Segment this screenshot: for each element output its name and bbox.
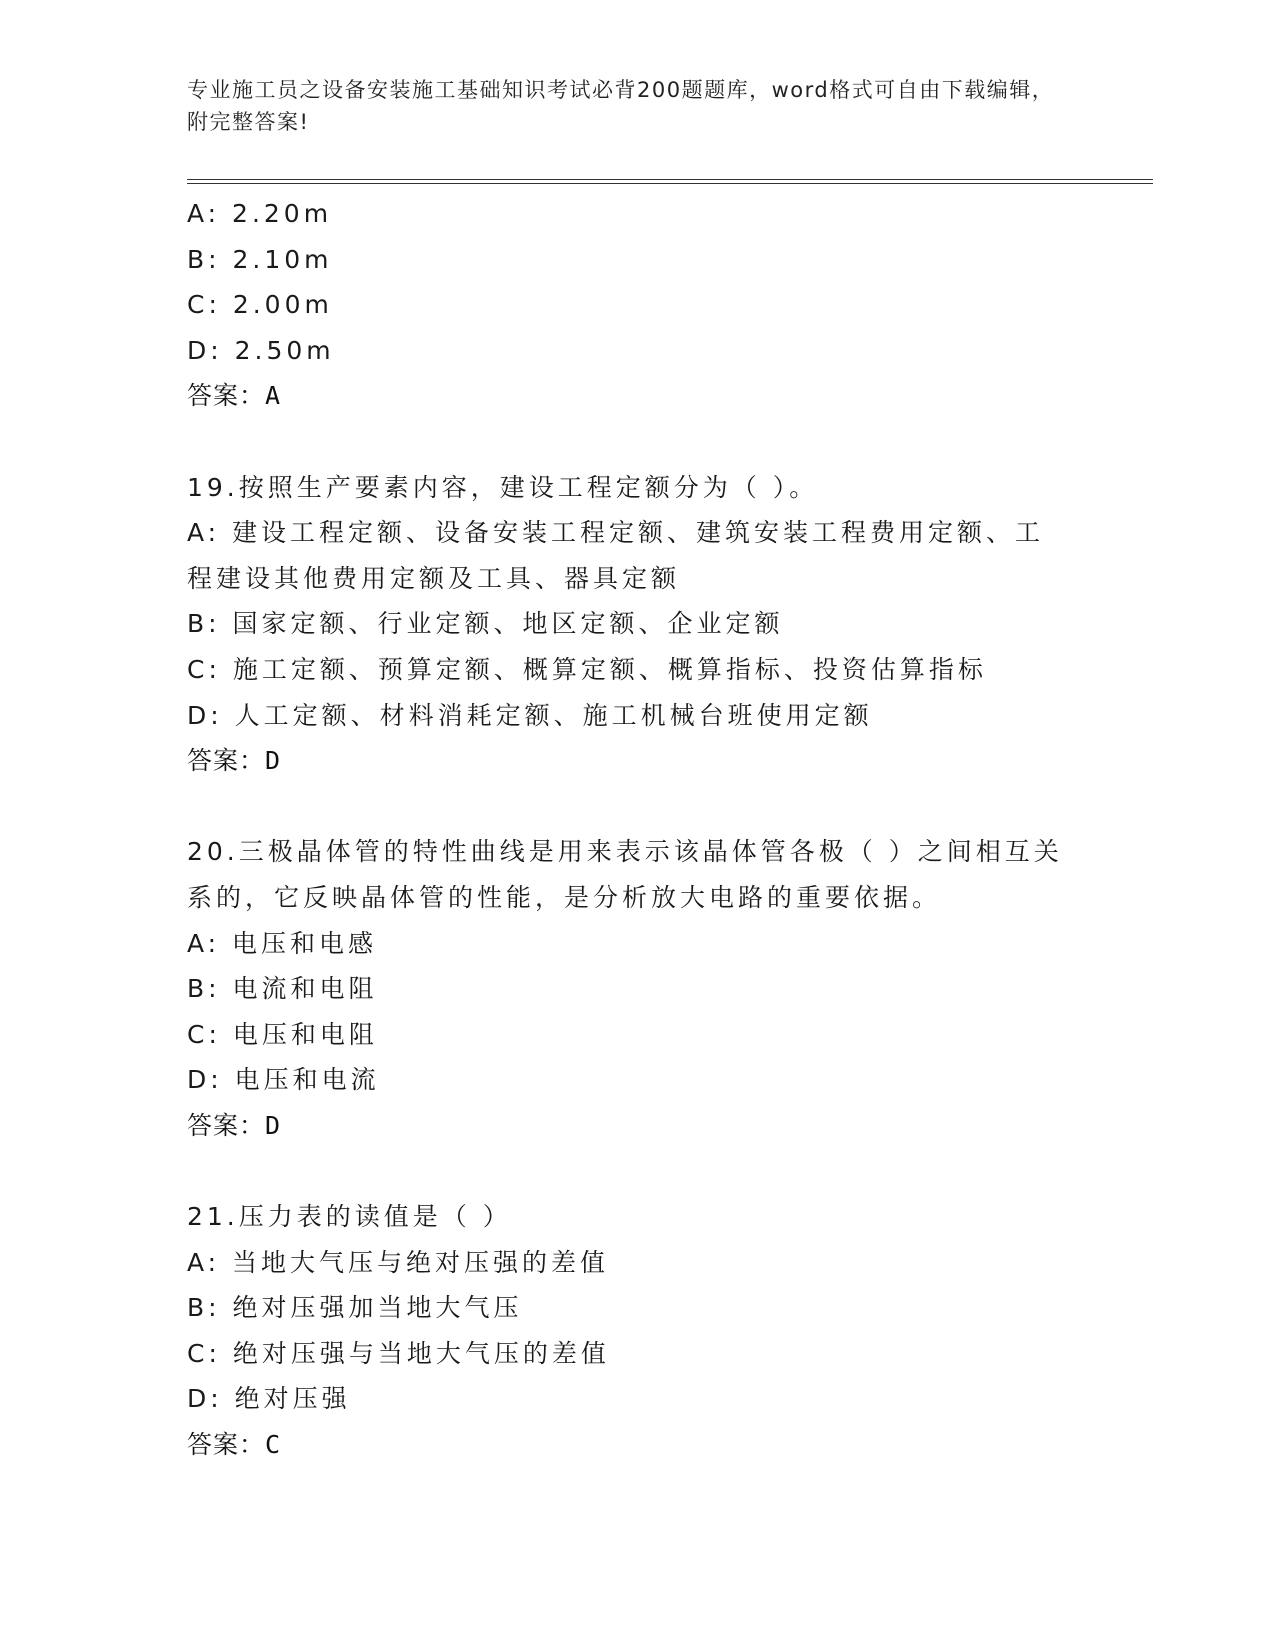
answer-line xyxy=(187,738,1067,784)
option-a: A: 电压和电感 xyxy=(187,928,378,958)
option-b: B: 绝对压强加当地大气压 xyxy=(187,1293,523,1323)
option-b: B: 2.10m xyxy=(187,244,333,274)
question-stem: 20.三极晶体管的特性曲线是用来表示该晶体管各极（ ）之间相互关系的，它反映晶体管的性能，是分析放大电路的重要依据。 xyxy=(187,837,1063,912)
question-block-19 xyxy=(187,465,1067,784)
option-b: B: 国家定额、行业定额、地区定额、企业定额 xyxy=(187,609,784,639)
answer-value: D xyxy=(265,1110,282,1140)
option-c: C: 2.00m xyxy=(187,290,333,320)
answer-value: D xyxy=(265,746,282,776)
answer-value: A xyxy=(265,381,282,411)
spacer xyxy=(187,1148,1067,1194)
answer-line xyxy=(187,1422,1067,1468)
option-d: D: 电压和电流 xyxy=(187,1065,380,1095)
answer-label: 答案： xyxy=(187,746,266,776)
answer-value: C xyxy=(265,1430,282,1460)
question-stem: 21.压力表的读值是（ ） xyxy=(187,1202,512,1232)
carryover-block xyxy=(187,191,1067,419)
answer-label: 答案： xyxy=(187,1430,266,1460)
option-c: C: 绝对压强与当地大气压的差值 xyxy=(187,1338,610,1368)
option-b: B: 电流和电阻 xyxy=(187,974,378,1004)
option-c: C: 施工定额、预算定额、概算定额、概算指标、投资估算指标 xyxy=(187,654,987,684)
option-c: C: 电压和电阻 xyxy=(187,1019,378,1049)
document-header-title: 专业施工员之设备安装施工基础知识考试必背200题题库，word格式可自由下载编辑，附完整答案! xyxy=(187,78,1055,134)
header-divider-bottom xyxy=(187,183,1153,184)
option-a: A: 当地大气压与绝对压强的差值 xyxy=(187,1247,610,1277)
option-d: D: 2.50m xyxy=(187,335,335,365)
answer-label: 答案： xyxy=(187,1110,266,1140)
spacer xyxy=(187,419,1067,465)
option-a: A: 建设工程定额、设备安装工程定额、建筑安装工程费用定额、工程建设其他费用定额及工具、器具定额 xyxy=(187,518,1045,593)
question-content xyxy=(187,191,1067,1468)
answer-line xyxy=(187,373,1067,419)
answer-label: 答案： xyxy=(187,381,266,411)
spacer xyxy=(187,784,1067,830)
header-divider-top xyxy=(187,179,1153,180)
answer-line xyxy=(187,1103,1067,1149)
question-block-20 xyxy=(187,829,1067,1148)
option-d: D: 绝对压强 xyxy=(187,1384,351,1414)
option-a: A: 2.20m xyxy=(187,199,333,228)
question-stem: 19.按照生产要素内容，建设工程定额分为（ ）。 xyxy=(187,472,819,502)
option-d: D: 人工定额、材料消耗定额、施工机械台班使用定额 xyxy=(187,700,873,730)
question-block-21 xyxy=(187,1194,1067,1468)
